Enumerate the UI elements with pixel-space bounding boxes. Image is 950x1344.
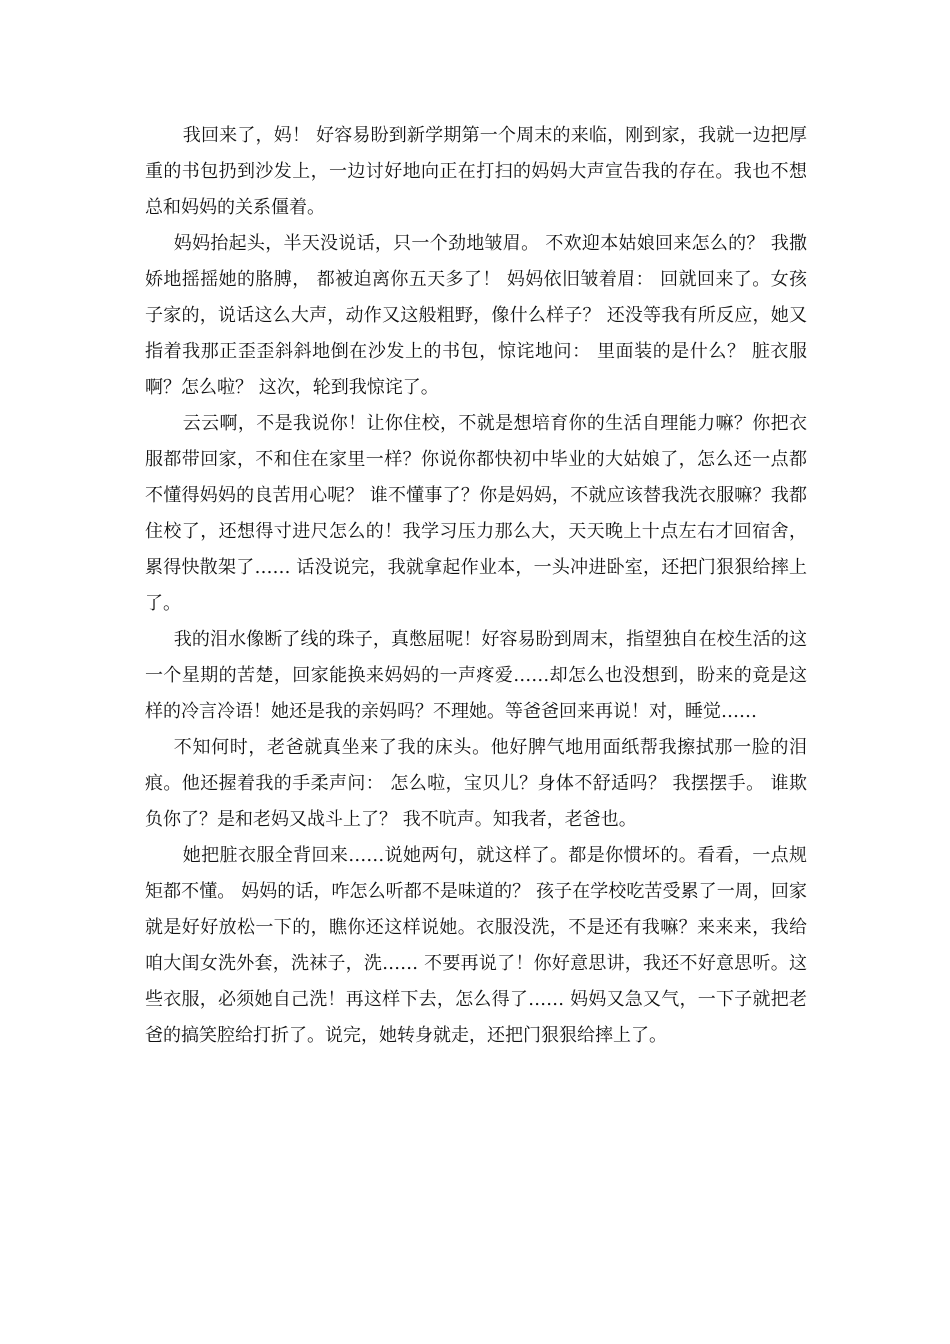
paragraph-5: 不知何时，老爸就真坐来了我的床头。他好脾气地用面纸帮我擦拭那一脸的泪痕。他还握着我的手柔声问： 怎么啦，宝贝儿？身体不舒适吗？ 我摆摆手。 谁欺负你了？是和老妈又战斗上了？ 我不吭声。知我者，老爸也。	[145, 737, 807, 830]
paragraph-6: 她把脏衣服全背回来……说她两句，就这样了。都是你惯坏的。看看，一点规矩都不懂。 妈妈的话，咋怎么听都不是味道的？ 孩子在学校吃苦受累了一周，回家就是好好放松一下的，瞧你还这样说她。衣服没洗，不是还有我嘛？来来来，我给咱大闺女洗外套，洗袜子，洗…… 不要再说了！你好意思讲，我还不好意思听。这些衣服，必须她自己洗！再这样下去，怎么得了…… 妈妈又急又气，一下子就把老爸的搞笑腔给打折了。说完，她转身就走，还把门狠狠给摔上了。	[145, 845, 807, 1046]
paragraph-1: 我回来了，妈！ 好容易盼到新学期第一个周末的来临，刚到家，我就一边把厚重的书包扔到沙发上，一边讨好地向正在打扫的妈妈大声宣告我的存在。我也不想总和妈妈的关系僵着。	[145, 125, 807, 218]
paragraph-2: 妈妈抬起头，半天没说话，只一个劲地皱眉。 不欢迎本姑娘回来怎么的？ 我撒娇地摇摇她的胳膊， 都被迫离你五天多了！ 妈妈依旧皱着眉： 回就回来了。女孩子家的，说话这么大声，动作又这般粗野，像什么样子？ 还没等我有所反应，她又指着我那正歪歪斜斜地倒在沙发上的书包，惊诧地问： 里面装的是什么？ 脏衣服啊？怎么啦？ 这次，轮到我惊诧了。	[145, 233, 807, 398]
essay-body	[145, 118, 807, 1054]
paragraph-4: 我的泪水像断了线的珠子，真憋屈呢！好容易盼到周末，指望独自在校生活的这一个星期的苦楚，回家能换来妈妈的一声疼爱……却怎么也没想到，盼来的竟是这样的冷言冷语！她还是我的亲妈吗？不理她。等爸爸回来再说！对，睡觉……	[145, 629, 807, 722]
paragraph-3: 云云啊，不是我说你！让你住校，不就是想培育你的生活自理能力嘛？你把衣服都带回家，不和住在家里一样？你说你都快初中毕业的大姑娘了，怎么还一点都不懂得妈妈的良苦用心呢？ 谁不懂事了？你是妈妈，不就应该替我洗衣服嘛？我都住校了，还想得寸进尺怎么的！我学习压力那么大，天天晚上十点左右才回宿舍，累得快散架了…… 话没说完，我就拿起作业本，一头冲进卧室，还把门狠狠给摔上了。	[145, 413, 807, 614]
